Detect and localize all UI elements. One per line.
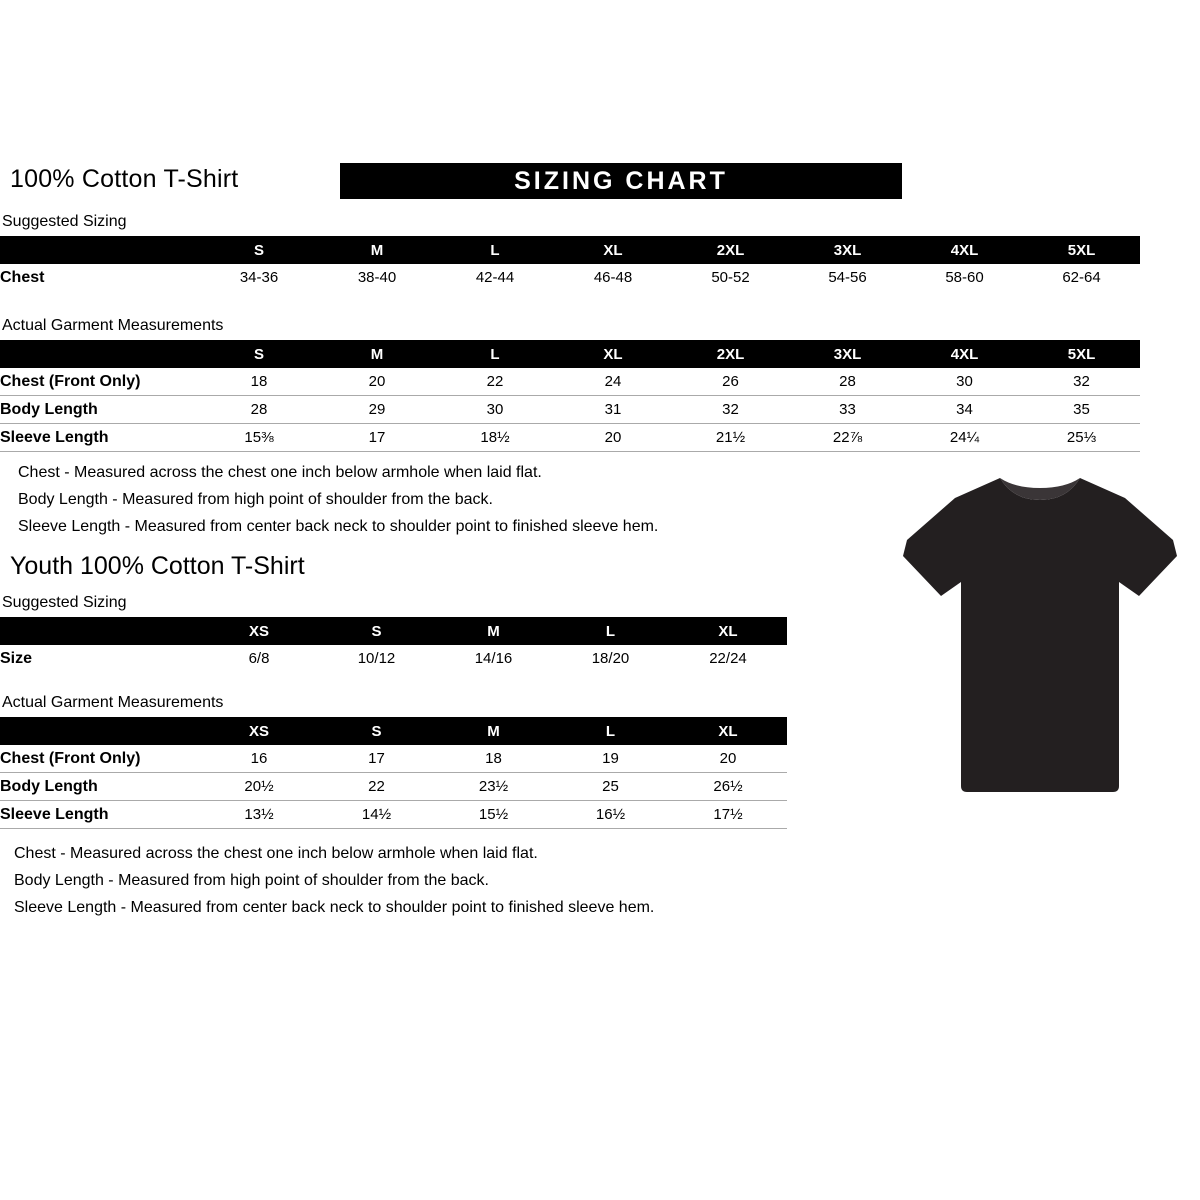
row-value: 18½ (480, 429, 510, 446)
header-cell: 3XL (789, 236, 906, 264)
row-value: 34 (956, 401, 973, 418)
adult-section-title: 100% Cotton T-Shirt (10, 165, 239, 193)
table-row (0, 801, 787, 829)
adult-suggested-table (0, 236, 1140, 291)
table-row (0, 368, 1140, 396)
youth-actual-table (0, 717, 787, 829)
row-value: 32 (1073, 373, 1090, 390)
row-value: 46-48 (593, 269, 633, 286)
table-row (0, 773, 787, 801)
row-value: 20 (604, 429, 622, 446)
header-cell: S (318, 617, 435, 645)
tshirt-icon (895, 470, 1185, 810)
adult-note-chest: Chest - Measured across the chest one inch below armhole when laid flat. (18, 464, 542, 481)
row-value: 18 (485, 750, 502, 767)
row-label: Body Length (0, 777, 98, 795)
row-value: 15½ (478, 806, 509, 823)
row-label: Chest (0, 268, 45, 286)
table-header-row (0, 717, 787, 745)
row-value: 20 (719, 750, 737, 767)
header-cell: S (200, 236, 318, 264)
table-header-row (0, 236, 1140, 264)
row-value: 17 (368, 429, 386, 446)
table-row (0, 396, 1140, 424)
adult-note-body-length: Body Length - Measured from high point of shoulder from the back. (18, 491, 493, 508)
youth-section-title: Youth 100% Cotton T-Shirt (10, 552, 305, 580)
row-value: 29 (368, 401, 386, 418)
header-cell: S (318, 717, 435, 745)
row-value: 34-36 (239, 269, 279, 286)
row-label: Body Length (0, 400, 98, 418)
row-value: 31 (604, 401, 622, 418)
header-cell: 3XL (789, 340, 906, 368)
table-row (0, 645, 787, 672)
sizing-chart-banner-label: SIZING CHART (514, 167, 728, 195)
header-cell: L (436, 340, 554, 368)
header-cell: 2XL (672, 340, 789, 368)
row-value: 32 (722, 401, 739, 418)
row-value: 13½ (244, 806, 274, 823)
row-value: 22⅞ (832, 429, 863, 446)
row-label: Chest (Front Only) (0, 749, 141, 767)
header-cell: L (436, 236, 554, 264)
youth-note-body-length: Body Length - Measured from high point of shoulder from the back. (14, 872, 489, 889)
row-value: 26½ (713, 778, 743, 795)
header-cell: L (552, 717, 669, 745)
row-value: 30 (956, 373, 973, 390)
header-cell: XS (200, 617, 318, 645)
header-cell: XL (554, 236, 672, 264)
row-value: 22/24 (709, 650, 747, 667)
row-value: 21½ (715, 429, 746, 446)
row-value: 42-44 (475, 269, 515, 286)
row-value: 30 (486, 401, 504, 418)
row-value: 50-52 (711, 269, 750, 286)
row-value: 25⅓ (1066, 429, 1097, 446)
row-value: 17 (368, 750, 385, 767)
header-cell: 5XL (1023, 236, 1140, 264)
row-value: 22 (368, 778, 385, 795)
tshirt-illustration (895, 470, 1185, 810)
header-cell (0, 236, 200, 264)
header-cell (0, 617, 200, 645)
row-value: 24¼ (949, 429, 980, 446)
row-value: 33 (839, 401, 856, 418)
header-cell: XL (554, 340, 672, 368)
row-value: 16½ (595, 806, 626, 823)
header-cell: L (552, 617, 669, 645)
youth-actual-label: Actual Garment Measurements (2, 694, 224, 711)
row-value: 17½ (713, 806, 743, 823)
row-value: 10/12 (357, 650, 396, 667)
row-value: 58-60 (945, 269, 984, 286)
row-value: 26 (722, 373, 739, 390)
header-cell: XL (669, 617, 787, 645)
header-cell: S (200, 340, 318, 368)
youth-note-chest: Chest - Measured across the chest one inch below armhole when laid flat. (14, 845, 538, 862)
row-value: 24 (604, 373, 622, 390)
row-value: 6/8 (248, 650, 270, 667)
row-value: 19 (602, 750, 619, 767)
youth-suggested-table (0, 617, 787, 672)
row-value: 28 (250, 401, 268, 418)
table-header-row (0, 340, 1140, 368)
row-value: 35 (1073, 401, 1090, 418)
row-value: 22 (486, 373, 504, 390)
table-row (0, 424, 1140, 452)
table-row (0, 745, 787, 773)
row-value: 23½ (478, 778, 509, 795)
adult-note-sleeve-length: Sleeve Length - Measured from center back neck to shoulder point to finished sleeve hem. (18, 518, 659, 535)
header-cell: 2XL (672, 236, 789, 264)
row-value: 15⅜ (244, 429, 274, 446)
row-value: 18 (250, 373, 268, 390)
adult-suggested-label: Suggested Sizing (2, 213, 127, 230)
header-cell: 4XL (906, 236, 1023, 264)
row-label: Sleeve Length (0, 805, 109, 823)
header-cell: M (435, 717, 552, 745)
header-cell: XL (669, 717, 787, 745)
row-value: 14/16 (474, 650, 513, 667)
header-cell (0, 717, 200, 745)
adult-actual-label: Actual Garment Measurements (2, 317, 224, 334)
header-cell: 4XL (906, 340, 1023, 368)
header-cell: XS (200, 717, 318, 745)
row-label: Chest (Front Only) (0, 372, 141, 390)
row-value: 38-40 (357, 269, 397, 286)
header-cell: M (318, 236, 436, 264)
row-value: 18/20 (591, 650, 630, 667)
row-value: 54-56 (828, 269, 867, 286)
youth-note-sleeve-length: Sleeve Length - Measured from center back neck to shoulder point to finished sleeve hem. (14, 899, 655, 916)
table-row (0, 264, 1140, 291)
header-cell: 5XL (1023, 340, 1140, 368)
row-value: 20 (368, 373, 386, 390)
row-value: 20½ (244, 778, 274, 795)
header-cell (0, 340, 200, 368)
row-value: 28 (839, 373, 856, 390)
youth-suggested-label: Suggested Sizing (2, 594, 127, 611)
header-cell: M (318, 340, 436, 368)
header-cell: M (435, 617, 552, 645)
row-value: 16 (250, 750, 268, 767)
table-header-row (0, 617, 787, 645)
row-value: 14½ (361, 806, 392, 823)
row-label: Sleeve Length (0, 428, 109, 446)
sizing-chart-banner (340, 163, 902, 199)
row-label: Size (0, 649, 33, 667)
row-value: 62-64 (1062, 269, 1101, 286)
adult-actual-table (0, 340, 1140, 452)
row-value: 25 (602, 778, 619, 795)
